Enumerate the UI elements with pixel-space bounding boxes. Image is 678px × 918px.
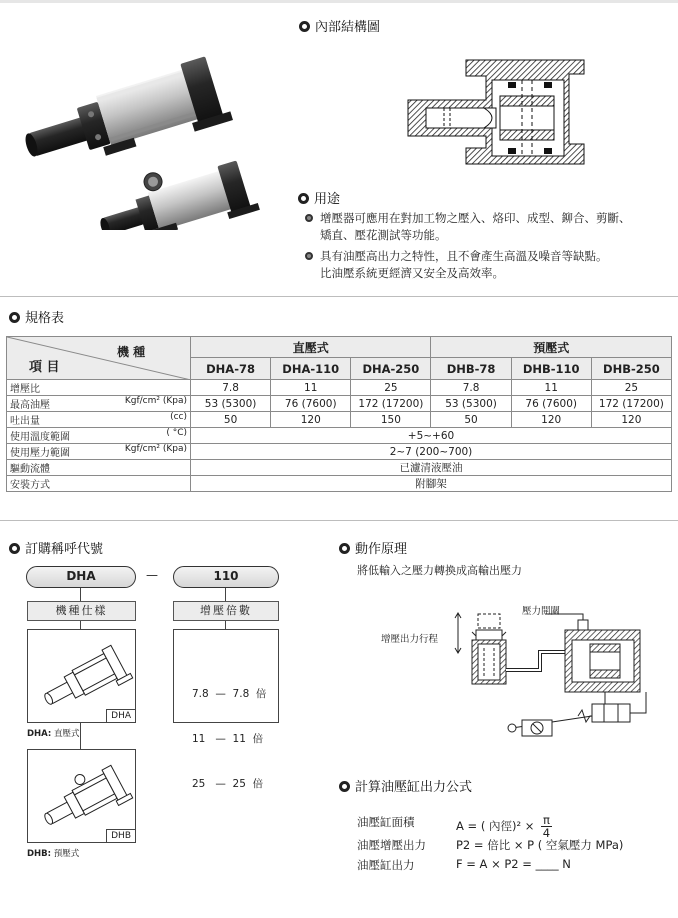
top-strip [0, 0, 678, 3]
dha-tag: DHA [106, 709, 135, 722]
dhb-tag: DHB [106, 829, 135, 842]
ratio-list-box [173, 629, 279, 790]
formula-expr: P2 = 倍比 × P ( 空氣壓力 MPa) [456, 838, 624, 852]
ring-bullet-icon [9, 543, 20, 554]
usage-item: 增壓器可應用在對加工物之壓入、烙印、成型、鉚合、剪斷、 矯直、壓花測試等功能。 [305, 210, 675, 244]
spec-table [6, 336, 672, 492]
ratio-box: 增壓倍數 [173, 601, 279, 621]
corner-model-label: 機 種 [117, 345, 146, 359]
code-dash: — [146, 568, 158, 582]
formula-title: 計算油壓缸出力公式 [339, 776, 472, 795]
dot-bullet-icon [305, 214, 313, 222]
stroke-label: 增壓出力行程 [381, 634, 439, 645]
ratio-item: 11 — 11 倍 [192, 733, 264, 745]
code-pill-model: DHA [26, 566, 136, 588]
model-header: DHB-110 [511, 358, 591, 380]
spec-title: 規格表 [9, 307, 64, 326]
formula-row: 油壓增壓出力 [357, 838, 426, 852]
divider [0, 296, 678, 297]
table-row: 增壓比 7.8 11 25 7.8 11 25 [7, 380, 672, 396]
formula-row: 油壓缸出力 [357, 858, 415, 872]
corner-item-label: 項 目 [29, 360, 60, 375]
formula-expr: F = A × P2 = ____ N [456, 857, 571, 871]
table-row: 驅動流體 已濾清液壓油 [7, 460, 672, 476]
group-direct-header: 直壓式 [191, 337, 431, 358]
formula-row: 油壓缸面積 [357, 815, 415, 829]
product-photo [8, 45, 278, 230]
usage-item: 具有油壓高出力之特性，且不會產生高溫及噪音等缺點。 比油壓系統更經濟又安全及高效率。 [305, 248, 675, 282]
table-row: 安裝方式 附腳架 [7, 476, 672, 492]
pressure-switch-label: 壓力開關 [522, 606, 561, 617]
formula-expr: A = ( 內徑)² × $\frac{\pi}{4}$ [456, 813, 551, 840]
model-header: DHA-110 [271, 358, 351, 380]
internal-structure-title: 內部結構圖 [299, 16, 380, 35]
spec-table-wrap [6, 336, 672, 492]
ring-bullet-icon [339, 543, 350, 554]
ring-bullet-icon [9, 312, 20, 323]
dhb-image-frame [27, 749, 136, 843]
code-pill-ratio: 110 [173, 566, 279, 588]
table-row: 吐出量 (cc) 50 120 150 50 120 120 [7, 412, 672, 428]
internal-structure-diagram [404, 56, 594, 168]
model-header: DHB-250 [591, 358, 671, 380]
model-header: DHA-250 [351, 358, 431, 380]
usage-list [305, 210, 675, 282]
table-row: 最高油壓 Kgf/cm² (Kpa) 53 (5300) 76 (7600) 172 (17200) 53 (5300) 76 (7600) 172 (17200) [7, 396, 672, 412]
divider [0, 520, 678, 521]
principle-diagram [450, 612, 650, 742]
table-row: 使用壓力範圍 Kgf/cm² (Kpa) 2~7 (200~700) [7, 444, 672, 460]
model-header: DHA-78 [191, 358, 271, 380]
dha-image-frame [27, 629, 136, 723]
ratio-list [174, 630, 278, 822]
usage-title: 用途 [298, 188, 340, 207]
ring-bullet-icon [298, 193, 309, 204]
model-header: DHB-78 [431, 358, 511, 380]
ratio-item: 25 — 25 倍 [192, 778, 264, 790]
model-spec-box: 機種仕樣 [27, 601, 136, 621]
ring-bullet-icon [339, 781, 350, 792]
ratio-item: 7.8 — 7.8 倍 [192, 688, 267, 700]
table-corner [7, 337, 191, 380]
pi-fraction: $\frac{\pi}{4}$ [542, 813, 551, 840]
principle-text: 將低輸入之壓力轉換成高輸出壓力 [357, 564, 522, 577]
principle-title: 動作原理 [339, 538, 407, 557]
dhb-caption: DHB: 預壓式 [27, 849, 80, 859]
table-row: 使用溫度範圍 ( °C) +5~+60 [7, 428, 672, 444]
group-pre-header: 預壓式 [431, 337, 672, 358]
order-title: 訂購稱呼代號 [9, 538, 103, 557]
dha-caption: DHA: 直壓式 [27, 729, 80, 739]
dot-bullet-icon [305, 252, 313, 260]
ring-bullet-icon [299, 21, 310, 32]
